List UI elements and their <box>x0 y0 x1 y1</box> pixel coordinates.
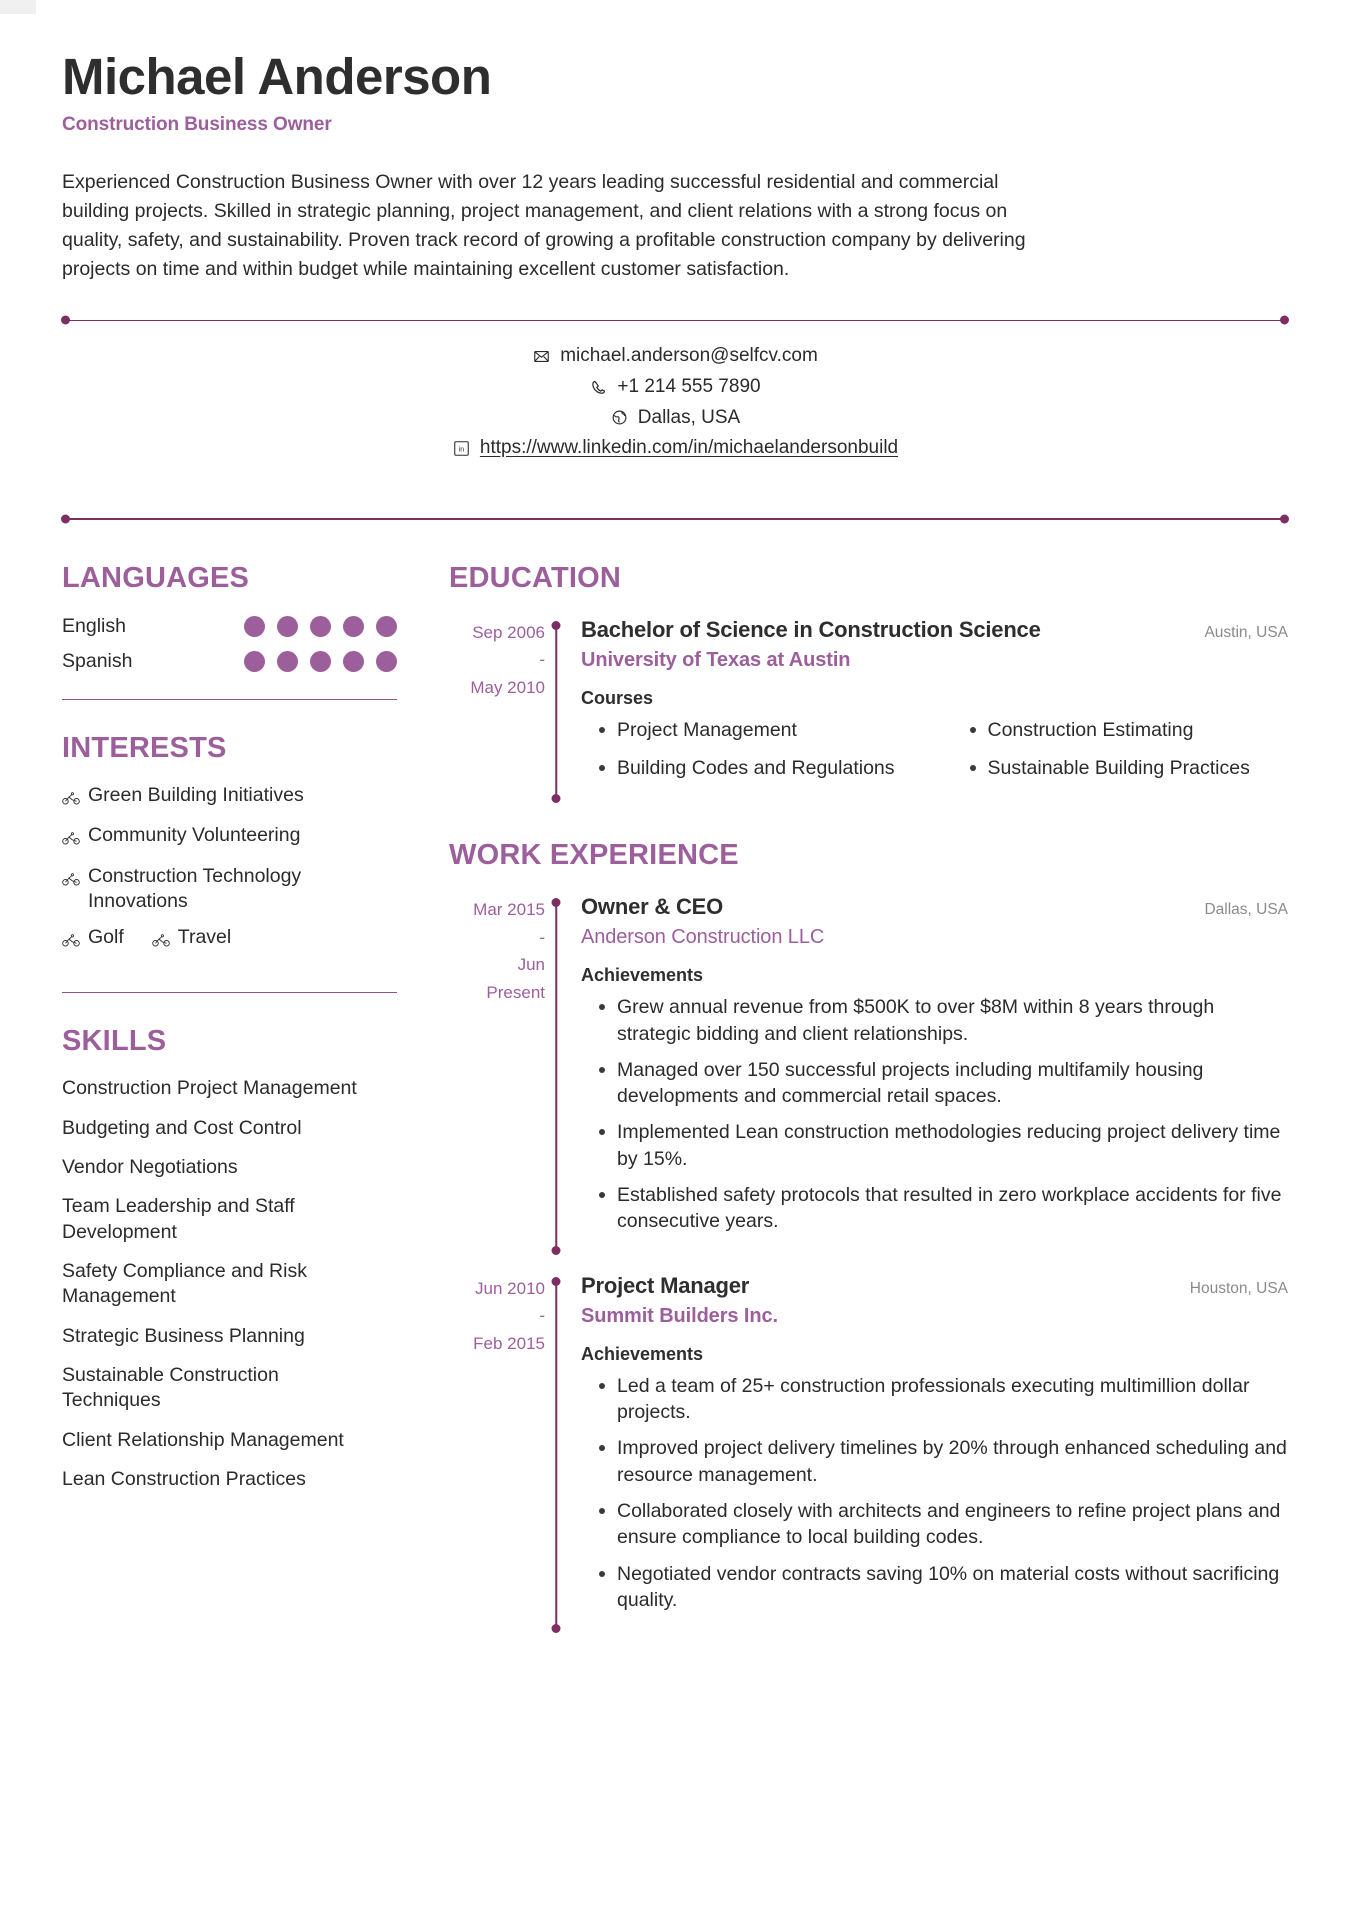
resume-header <box>62 48 1288 284</box>
list-item <box>581 717 918 743</box>
bullet-dot <box>599 1571 605 1577</box>
achievements-list <box>581 1373 1288 1614</box>
date-start: Mar 2015 <box>473 900 545 920</box>
date-start: Sep 2006 <box>472 622 545 642</box>
achievements-list <box>581 994 1288 1235</box>
course-label: Sustainable Building Practices <box>987 756 1250 779</box>
achievement-text: Improved project delivery timelines by 20% through enhanced scheduling and resource management. <box>617 1437 1287 1486</box>
list-item <box>952 717 1289 743</box>
contact-block <box>62 321 1288 482</box>
bicycle-icon <box>62 868 80 893</box>
bullet-dot <box>599 1192 605 1198</box>
level-dot <box>343 616 364 637</box>
work-heading <box>581 1273 1288 1299</box>
linkedin-icon <box>452 439 471 458</box>
course-label: Construction Estimating <box>987 718 1194 741</box>
interests-section <box>62 732 397 966</box>
language-name: Spanish <box>62 649 133 672</box>
courses-label: Courses <box>581 687 654 708</box>
level-dot <box>277 651 298 672</box>
work-heading <box>581 894 1288 920</box>
achievements-label: Achievements <box>581 1343 704 1364</box>
school-name: University of Texas at Austin <box>581 648 851 671</box>
list-item: Construction Project Management <box>62 1077 357 1100</box>
education-details <box>567 617 1288 800</box>
list-item <box>62 925 124 954</box>
contact-linkedin-row <box>62 433 1288 464</box>
course-label: Project Management <box>617 718 797 741</box>
list-item: Strategic Business Planning <box>62 1324 305 1347</box>
work-dates <box>449 894 545 1251</box>
list-item <box>62 823 397 852</box>
list-item <box>581 1561 1288 1614</box>
list-item <box>62 783 397 812</box>
bicycle-icon <box>62 827 80 852</box>
interests-list <box>62 783 397 966</box>
contact-phone-row <box>62 372 1288 403</box>
education-title: EDUCATION <box>449 561 622 594</box>
contact-bottom-divider <box>62 518 1288 520</box>
list-item <box>152 925 231 954</box>
interests-title: INTERESTS <box>62 732 227 765</box>
degree-title: Bachelor of Science in Construction Science <box>581 616 1041 642</box>
date-dash: - <box>539 650 545 670</box>
list-item <box>581 1373 1288 1426</box>
list-item <box>581 1057 1288 1110</box>
contact-location-row <box>62 403 1288 434</box>
courses-list <box>581 717 1288 794</box>
bullet-dot <box>599 1129 605 1135</box>
job-location: Houston, USA <box>1189 1279 1288 1297</box>
date-end-line2: Present <box>486 982 545 1002</box>
list-item <box>581 1119 1288 1172</box>
contact-email-row <box>62 341 1288 372</box>
bullet-dot <box>970 727 976 733</box>
interest-label: Construction Technology Innovations <box>88 864 302 913</box>
bullet-dot <box>599 1445 605 1451</box>
achievement-text: Negotiated vendor contracts saving 10% on material costs without sacrificing quality. <box>617 1562 1280 1611</box>
contact-top-divider <box>62 320 1288 322</box>
bicycle-icon <box>62 929 80 954</box>
bullet-dot <box>970 765 976 771</box>
timeline-line <box>555 902 557 1251</box>
left-column <box>62 562 397 1630</box>
company-name: Summit Builders Inc. <box>581 1304 778 1327</box>
interest-label: Travel <box>177 926 232 949</box>
list-item <box>581 1498 1288 1551</box>
bullet-dot <box>599 1004 605 1010</box>
education-section <box>449 562 1288 800</box>
bullet-dot <box>599 1508 605 1514</box>
right-column <box>449 562 1288 1630</box>
list-item <box>62 650 397 673</box>
language-level-dots <box>244 651 397 672</box>
interest-label: Community Volunteering <box>88 824 301 847</box>
list-item <box>581 755 918 781</box>
job-title: Construction Business Owner <box>62 114 332 136</box>
timeline-marker <box>555 894 557 1251</box>
bullet-dot <box>599 1383 605 1389</box>
level-dot <box>244 616 265 637</box>
globe-icon <box>610 408 629 427</box>
date-end-line1: Jun <box>517 955 545 975</box>
education-location: Austin, USA <box>1204 623 1288 641</box>
job-location: Dallas, USA <box>1204 901 1288 919</box>
work-dates <box>449 1273 545 1630</box>
interest-label: Green Building Initiatives <box>88 784 304 807</box>
list-item: Lean Construction Practices <box>62 1468 306 1491</box>
svg-text:in: in <box>458 445 465 454</box>
level-dot <box>244 651 265 672</box>
left-divider-2 <box>62 992 397 994</box>
list-item: Budgeting and Cost Control <box>62 1116 302 1139</box>
phone-icon <box>589 378 608 397</box>
envelope-icon <box>532 347 551 366</box>
professional-summary: Experienced Construction Business Owner with over 12 years leading successful residential and commercial building projects. Skilled in strategic planning, project management, and client relations with a strong focus on quality, safety, and sustainability. Proven track record of growing a profitable construction company by delivering projects on time and within budget while maintaining excellent customer satisfaction. <box>62 171 1026 280</box>
level-dot <box>376 651 397 672</box>
languages-list <box>62 615 397 673</box>
list-item: Client Relationship Management <box>62 1428 344 1451</box>
job-role: Owner & CEO <box>581 894 724 920</box>
list-item <box>581 1435 1288 1488</box>
work-experience-title: WORK EXPERIENCE <box>449 839 739 872</box>
contact-phone-text[interactable]: +1 214 555 7890 <box>617 375 761 397</box>
list-item <box>581 1182 1288 1235</box>
language-level-dots <box>244 616 397 637</box>
skills-title: SKILLS <box>62 1025 167 1058</box>
work-details <box>567 894 1288 1251</box>
achievement-text: Led a team of 25+ construction professionals executing multimillion dollar projects. <box>617 1374 1250 1424</box>
achievement-text: Implemented Lean construction methodologies reducing project delivery time by 15%. <box>617 1121 1281 1170</box>
contact-location-text: Dallas, USA <box>637 406 741 428</box>
achievement-text: Collaborated closely with architects and engineers to refine project plans and ensure compliance to local building codes. <box>617 1499 1281 1549</box>
work-entry <box>449 1273 1288 1630</box>
work-entry <box>449 894 1288 1251</box>
timeline-dot <box>552 1624 561 1633</box>
languages-section <box>62 562 397 673</box>
level-dot <box>310 616 331 637</box>
timeline-line <box>555 625 557 800</box>
page-title: Michael Anderson <box>62 48 492 105</box>
list-item <box>952 755 1289 781</box>
timeline-dot <box>552 794 561 803</box>
level-dot <box>277 616 298 637</box>
list-item: Safety Compliance and Risk Management <box>62 1260 307 1308</box>
interests-inline-row <box>62 925 397 965</box>
language-name: English <box>62 614 126 637</box>
list-item: Sustainable Construction Techniques <box>62 1364 279 1412</box>
level-dot <box>376 616 397 637</box>
date-dash: - <box>539 927 545 947</box>
list-item: Vendor Negotiations <box>62 1156 238 1179</box>
job-role: Project Manager <box>581 1272 750 1298</box>
bullet-dot <box>599 727 605 733</box>
list-item: Team Leadership and Staff Development <box>62 1195 295 1243</box>
timeline-line <box>555 1281 557 1630</box>
interest-label: Golf <box>88 926 124 949</box>
course-label: Building Codes and Regulations <box>617 756 895 779</box>
skills-list <box>62 1076 397 1492</box>
timeline-marker <box>555 1273 557 1630</box>
level-dot <box>343 651 364 672</box>
skills-section <box>62 1025 397 1492</box>
timeline-marker <box>555 617 557 800</box>
languages-title: LANGUAGES <box>62 561 250 594</box>
achievements-label: Achievements <box>581 965 704 986</box>
work-experience-section <box>449 839 1288 1629</box>
contact-linkedin-link[interactable]: https://www.linkedin.com/in/michaelandersonbuild <box>479 437 899 459</box>
education-entry <box>449 617 1288 800</box>
contact-email-text[interactable]: michael.anderson@selfcv.com <box>560 345 818 367</box>
list-item <box>62 864 397 915</box>
page-corner-notch <box>0 0 36 14</box>
date-end: May 2010 <box>470 677 545 697</box>
work-details <box>567 1273 1288 1630</box>
date-end-line1: Feb 2015 <box>473 1333 545 1353</box>
date-start: Jun 2010 <box>475 1278 545 1298</box>
achievement-text: Managed over 150 successful projects including multifamily housing developments and commercial retail spaces. <box>617 1058 1204 1108</box>
bullet-dot <box>599 1067 605 1073</box>
date-dash: - <box>539 1306 545 1326</box>
achievement-text: Established safety protocols that resulted in zero workplace accidents for five consecutive years. <box>617 1184 1282 1233</box>
education-dates <box>449 617 545 800</box>
achievement-text: Grew annual revenue from $500K to over $8M within 8 years through strategic bidding and client relationships. <box>617 996 1215 1045</box>
list-item <box>581 994 1288 1047</box>
list-item <box>62 615 397 638</box>
bicycle-icon <box>152 929 170 954</box>
resume-body <box>62 562 1288 1630</box>
bicycle-icon <box>62 787 80 812</box>
left-divider-1 <box>62 699 397 701</box>
level-dot <box>310 651 331 672</box>
company-name: Anderson Construction LLC <box>581 926 825 949</box>
bullet-dot <box>599 765 605 771</box>
timeline-dot <box>552 1246 561 1255</box>
education-heading <box>581 617 1288 643</box>
